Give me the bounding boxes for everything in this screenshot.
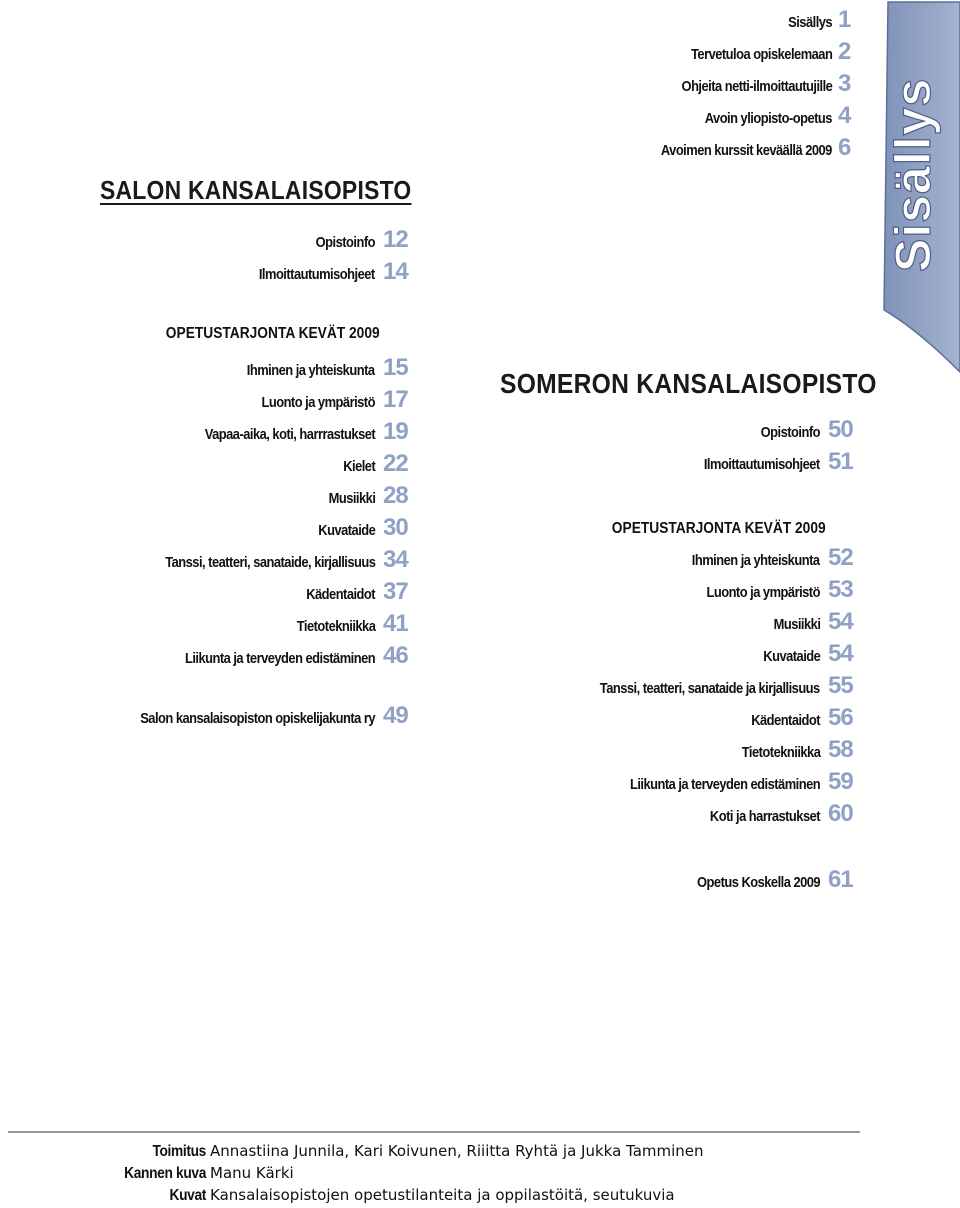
toc-entry-page: 58 bbox=[828, 736, 853, 763]
toc-entry-page: 56 bbox=[828, 704, 853, 731]
toc-entry-page: 50 bbox=[828, 416, 853, 443]
toc-entry-page: 17 bbox=[383, 386, 408, 413]
toc-entry-label: Kuvataide bbox=[762, 648, 820, 665]
toc-entry-page: 37 bbox=[383, 578, 408, 605]
somero-subhead: OPETUSTARJONTA KEVÄT 2009 bbox=[612, 520, 826, 537]
toc-entry-label: Ilmoittautumisohjeet bbox=[704, 456, 820, 473]
sidebar-tab-shape bbox=[878, 0, 960, 375]
toc-entry bbox=[422, 672, 862, 700]
credit-key: Kannen kuva bbox=[124, 1165, 206, 1182]
sidebar-tab bbox=[878, 0, 960, 375]
tab-label: Sisällys bbox=[885, 77, 941, 272]
toc-entry bbox=[633, 70, 862, 102]
salo-subhead: OPETUSTARJONTA KEVÄT 2009 bbox=[166, 325, 380, 342]
toc-entry-label: Sisällys bbox=[788, 14, 832, 31]
toc-entry-label: Luonto ja ympäristö bbox=[261, 394, 375, 411]
toc-entry-label: Ihminen ja yhteiskunta bbox=[692, 552, 820, 569]
toc-entry-page: 14 bbox=[383, 258, 408, 285]
toc-entry-label: Liikunta ja terveyden edistäminen bbox=[629, 776, 820, 793]
toc-entry-label: Luonto ja ympäristö bbox=[706, 584, 820, 601]
toc-entry bbox=[422, 640, 862, 668]
credit-key: Kuvat bbox=[169, 1187, 206, 1204]
toc-entry-page: 2 bbox=[838, 38, 851, 65]
toc-entry bbox=[17, 610, 417, 638]
toc-entry-label: Opistoinfo bbox=[315, 234, 375, 251]
toc-entry-page: 49 bbox=[383, 702, 408, 729]
toc-entry-label: Musiikki bbox=[773, 616, 820, 633]
somero-title: SOMERON KANSALAISOPISTO bbox=[500, 368, 877, 399]
toc-entry bbox=[422, 736, 862, 764]
toc-entry-label: Tervetuloa opiskelemaan bbox=[690, 46, 832, 63]
toc-entry-label: Koti ja harrastukset bbox=[709, 808, 820, 825]
toc-entry bbox=[633, 38, 862, 70]
toc-entry bbox=[633, 6, 862, 38]
toc-entry-label: Tanssi, teatteri, sanataide, kirjallisuus bbox=[164, 554, 375, 571]
toc-entry-page: 61 bbox=[828, 866, 853, 893]
toc-entry-label: Salon kansalaisopiston opiskelijakunta ry bbox=[140, 710, 375, 727]
toc-entry bbox=[17, 642, 417, 670]
footer-divider bbox=[8, 1131, 860, 1133]
toc-entry-label: Kädentaidot bbox=[306, 586, 375, 603]
toc-entry bbox=[17, 354, 417, 382]
toc-entry-page: 60 bbox=[828, 800, 853, 827]
toc-entry-label: Ohjeita netti-ilmoittautujille bbox=[681, 78, 832, 95]
salo-title: SALON KANSALAISOPISTO bbox=[100, 175, 412, 205]
toc-entry bbox=[17, 450, 417, 478]
toc-entry-label: Avoin yliopisto-opetus bbox=[704, 110, 832, 127]
toc-entry bbox=[17, 226, 417, 254]
toc-entry-page: 54 bbox=[828, 640, 853, 667]
toc-entry bbox=[17, 482, 417, 510]
toc-entry bbox=[422, 704, 862, 732]
toc-entry-label: Vapaa-aika, koti, harrrastukset bbox=[204, 426, 375, 443]
toc-entry-page: 41 bbox=[383, 610, 408, 637]
toc-entry-label: Opistoinfo bbox=[760, 424, 820, 441]
toc-entry-page: 52 bbox=[828, 544, 853, 571]
toc-entry-page: 12 bbox=[383, 226, 408, 253]
top-toc bbox=[633, 6, 862, 166]
toc-entry bbox=[422, 576, 862, 604]
toc-entry bbox=[17, 258, 417, 286]
toc-entry-page: 19 bbox=[383, 418, 408, 445]
toc-entry bbox=[422, 768, 862, 796]
credit-value: Manu Kärki bbox=[210, 1164, 294, 1182]
toc-entry bbox=[422, 448, 862, 476]
toc-entry-label: Liikunta ja terveyden edistäminen bbox=[184, 650, 375, 667]
toc-entry-page: 55 bbox=[828, 672, 853, 699]
toc-entry bbox=[633, 134, 862, 166]
toc-entry-page: 6 bbox=[838, 134, 851, 161]
toc-entry bbox=[422, 416, 862, 444]
toc-entry-page: 53 bbox=[828, 576, 853, 603]
toc-entry-page: 3 bbox=[838, 70, 851, 97]
toc-entry bbox=[17, 514, 417, 542]
toc-entry bbox=[422, 866, 862, 894]
toc-entry-page: 22 bbox=[383, 450, 408, 477]
toc-entry-label: Avoimen kurssit keväällä 2009 bbox=[660, 142, 832, 159]
toc-entry-page: 1 bbox=[838, 6, 851, 33]
toc-entry-label: Tanssi, teatteri, sanataide ja kirjallisuus bbox=[600, 680, 820, 697]
toc-entry-label: Kielet bbox=[342, 458, 375, 475]
toc-entry bbox=[17, 418, 417, 446]
toc-entry-label: Tietotekniikka bbox=[296, 618, 375, 635]
toc-entry bbox=[17, 546, 417, 574]
toc-entry-page: 54 bbox=[828, 608, 853, 635]
toc-entry-page: 4 bbox=[838, 102, 851, 129]
toc-entry bbox=[17, 578, 417, 606]
credit-row bbox=[0, 1164, 294, 1183]
credit-key: Toimitus bbox=[152, 1143, 206, 1160]
toc-entry bbox=[422, 800, 862, 828]
credit-value: Annastiina Junnila, Kari Koivunen, Riiitta Ryhtä ja Jukka Tamminen bbox=[210, 1142, 704, 1160]
credit-value: Kansalaisopistojen opetustilanteita ja oppilastöitä, seutukuvia bbox=[210, 1186, 675, 1204]
toc-entry bbox=[17, 386, 417, 414]
toc-entry-page: 59 bbox=[828, 768, 853, 795]
toc-entry bbox=[17, 702, 417, 730]
toc-entry-label: Kuvataide bbox=[317, 522, 375, 539]
toc-entry-page: 51 bbox=[828, 448, 853, 475]
toc-entry-page: 15 bbox=[383, 354, 408, 381]
toc-entry-label: Ihminen ja yhteiskunta bbox=[247, 362, 375, 379]
toc-entry-page: 34 bbox=[383, 546, 408, 573]
toc-entry-label: Kädentaidot bbox=[751, 712, 820, 729]
toc-entry-label: Tietotekniikka bbox=[741, 744, 820, 761]
toc-entry-page: 28 bbox=[383, 482, 408, 509]
toc-entry bbox=[633, 102, 862, 134]
toc-entry-label: Musiikki bbox=[328, 490, 375, 507]
credit-row bbox=[0, 1186, 675, 1205]
toc-entry bbox=[422, 608, 862, 636]
toc-entry bbox=[422, 544, 862, 572]
toc-entry-page: 30 bbox=[383, 514, 408, 541]
credit-row bbox=[0, 1142, 704, 1161]
toc-entry-label: Opetus Koskella 2009 bbox=[696, 874, 820, 891]
toc-entry-label: Ilmoittautumisohjeet bbox=[259, 266, 375, 283]
toc-entry-page: 46 bbox=[383, 642, 408, 669]
